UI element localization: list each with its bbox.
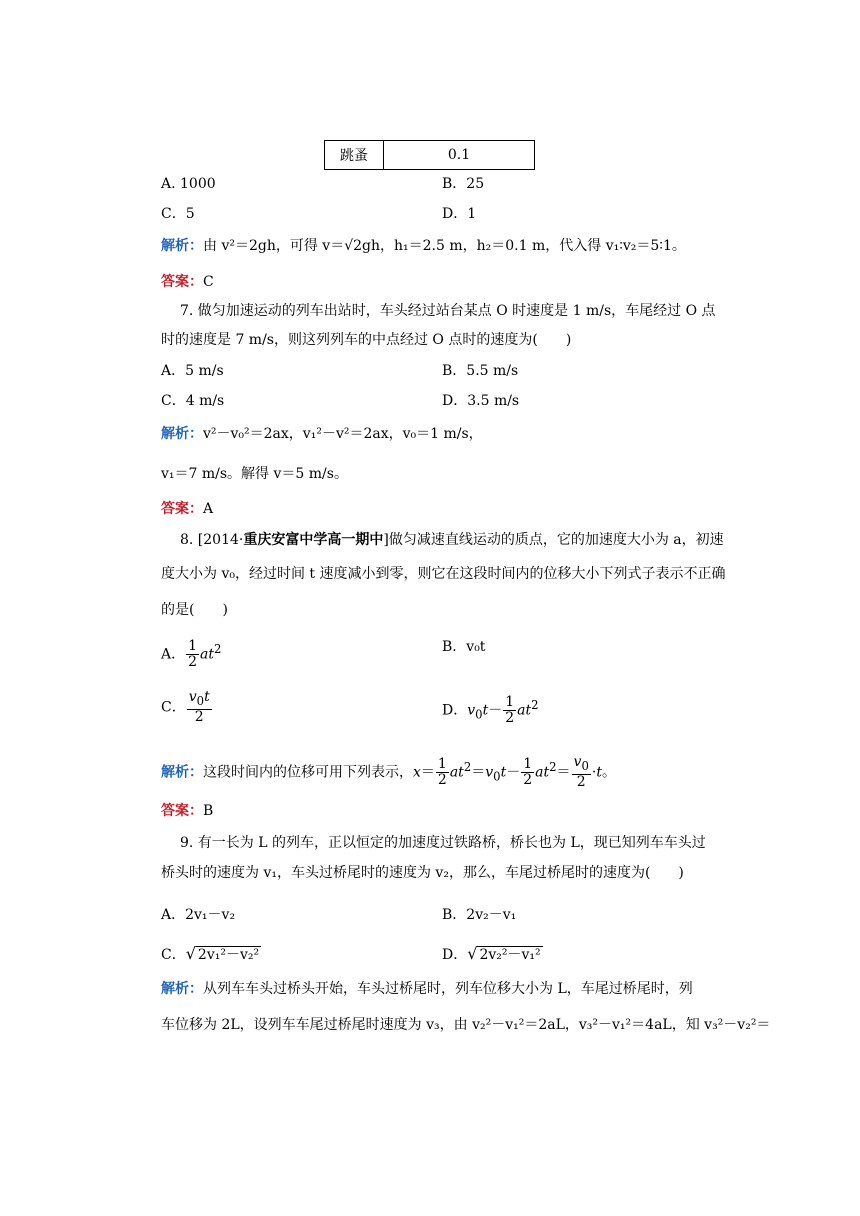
q7-option-b: B．5.5 m/s [442, 363, 519, 379]
solution-label: 解析： [161, 764, 203, 781]
q8-source: 重庆安富中学高一期中 [243, 532, 384, 548]
q9-option-b: B．2v₂－v₁ [442, 907, 517, 923]
q8-stem-line1 [180, 531, 724, 549]
q9-solution [161, 980, 693, 998]
solution-label: 解析： [161, 981, 203, 997]
q7-option-d: D．3.5 m/s [442, 393, 520, 409]
table-cell-value: 0.1 [384, 141, 535, 170]
q9-option-d-expr: 2v₂²－v₁² [479, 947, 541, 963]
q9-option-d [442, 945, 543, 964]
q9-stem-line1: 9. 有一长为 L 的列车，正以恒定的加速度过铁路桥，桥长也为 L，现已知列车车头过 [180, 835, 706, 851]
q7-solution [161, 425, 483, 443]
q8-option-b: B．v₀t [442, 639, 486, 655]
q8-solution: 解析：这段时间内的位移可用下列表示，x＝ $\frac{1}{2}$ $at^2=v_0t-$ $\frac{1}{2}$ $at^2=$ $\frac{v_0}{2}$ ·t。 [161, 754, 616, 791]
sqrt-icon: √ [467, 944, 478, 963]
q9-solution-line1: 从列车车头过桥头开始，车头过桥尾时，列车位移大小为 L，车尾过桥尾时，列 [203, 981, 693, 997]
q6-option-c: C．5 [161, 206, 195, 222]
q9-stem-line2: 桥头时的速度为 v₁，车头过桥尾时的速度为 v₂，那么，车尾过桥尾时的速度为( ) [161, 865, 684, 881]
answer-label: 答案： [161, 501, 203, 517]
sqrt-icon: √ [185, 944, 196, 963]
option-letter: D． [442, 947, 468, 963]
q6-option-b: B．25 [442, 176, 485, 192]
q8-stem-suffix: ]做匀减速直线运动的质点，它的加速度大小为 a，初速 [383, 532, 724, 548]
q9-option-a: A．2v₁－v₂ [161, 907, 236, 923]
option-letter: A． [161, 646, 186, 663]
q8-option-d: D．$v_0t-$ $\frac{1}{2}$ $at^2$ [442, 694, 539, 727]
q7-solution-line1: v²－v₀²＝2ax，v₁²－v²＝2ax，v₀＝1 m/s， [203, 426, 483, 442]
q7-option-a: A．5 m/s [161, 363, 224, 379]
q8-answer [161, 802, 213, 820]
data-table [324, 140, 535, 170]
table-cell-label: 跳蚤 [325, 141, 384, 170]
q6-option-d: D．1 [442, 206, 477, 222]
q7-answer-value: A [203, 501, 214, 517]
q9-solution-line2: 车位移为 2L，设列车车尾过桥尾时速度为 v₃，由 v₂²－v₁²＝2aL，v₃²－v₁²＝4aL，知 v₃²－v₂²＝ [161, 1017, 771, 1033]
table-row [325, 141, 535, 170]
q8-stem-line2: 度大小为 v₀，经过时间 t 速度减小到零，则它在这段时间内的位移大小下列式子表示不正确 [161, 566, 726, 582]
q7-answer [161, 500, 213, 518]
q8-option-a: A． $\frac{1}{2}$ $at^2$ [161, 638, 222, 671]
option-letter: C． [161, 699, 186, 716]
q8-solution-text: 这段时间内的位移可用下列表示， [203, 764, 413, 781]
q8-stem-line3: 的是( ) [161, 602, 228, 618]
q6-answer-value: C [203, 274, 214, 290]
solution-label: 解析： [161, 238, 203, 254]
solution-label: 解析： [161, 426, 203, 442]
fraction: $\frac{1}{2}$ [188, 638, 198, 671]
answer-label: 答案： [161, 274, 203, 290]
option-letter: D． [442, 702, 468, 719]
fraction: $\frac{v_0t}{2}$ [188, 689, 210, 725]
q6-answer [161, 273, 214, 291]
q8-stem-prefix: 8. [2014· [180, 532, 244, 548]
q7-solution-line2: v₁＝7 m/s。解得 v＝5 m/s。 [161, 466, 348, 482]
q6-option-a: A. 1000 [161, 176, 216, 192]
q9-option-c [161, 945, 261, 964]
q6-solution [161, 237, 686, 255]
q7-option-c: C．4 m/s [161, 393, 225, 409]
q7-stem-line2: 时的速度是 7 m/s，则这列列车的中点经过 O 点时的速度为( ) [161, 332, 572, 348]
q8-answer-value: B [203, 803, 214, 819]
answer-label: 答案： [161, 803, 203, 819]
q8-option-c [161, 690, 213, 725]
q7-stem-line1: 7. 做匀加速运动的列车出站时，车头经过站台某点 O 时速度是 1 m/s，车尾经过 O 点 [180, 303, 716, 319]
fraction: $\frac{1}{2}$ [505, 694, 515, 727]
q6-solution-text: 由 v²＝2gh，可得 v＝√2gh，h₁＝2.5 m，h₂＝0.1 m，代入得 v₁∶v₂＝5∶1。 [203, 238, 686, 254]
q9-option-c-expr: 2v₁²－v₂² [197, 947, 260, 963]
option-letter: C． [161, 947, 186, 963]
